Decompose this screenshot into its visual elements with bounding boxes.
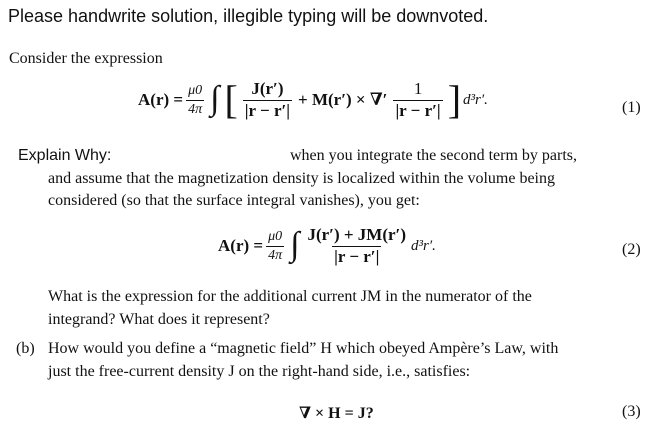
eq2-prefactor-den: 4π [268,247,283,263]
eq2-integrand-num: J(r′) + JM(r′) [307,225,406,244]
question-line-1: What is the expression for the additional current JM in the numerator of the [48,288,532,305]
explain-line-2: and assume that the magnetization density is localized within the volume being [48,170,555,187]
question-line-2: integrand? What does it represent? [48,311,270,328]
integral-sign: ∫ [210,80,220,118]
eq1-measure: d³r′. [463,91,488,108]
eq1-term2-num: 1 [413,79,423,98]
intro-text: Consider the expression [9,50,163,67]
eq2-measure: d³r′. [410,237,436,254]
eq2-integrand [305,226,408,266]
eq1-term1 [243,80,292,120]
eq1-prefactor-num: μ0 [188,83,203,99]
header-instruction: Please handwrite solution, illegible typing will be downvoted. [8,6,489,26]
part-b-label: (b) [16,340,35,357]
explain-label: Explain Why: [18,147,112,164]
eq1-lhs: A(r) = [138,90,184,110]
equation-2 [218,226,436,266]
eq1-m-cross-grad: + M(r′) × ∇′ [298,90,388,110]
eq1-term2-den: |r − r′| [395,100,441,120]
eq1-prefactor [186,83,204,117]
equation-2-number: (2) [622,241,641,258]
eq1-prefactor-den: 4π [188,101,203,117]
integral-sign: ∫ [290,226,300,264]
equation-3-number: (3) [622,403,641,420]
eq1-term1-den: |r − r′| [244,100,291,120]
equation-1 [138,77,488,123]
explain-line-3: considered (so that the surface integral vanishes), you get: [48,192,420,209]
explain-line-1: when you integrate the second term by parts, [290,147,578,164]
eq2-prefactor-num: μ0 [268,229,283,245]
part-b-line-2: just the free-current density J on the right-hand side, i.e., satisfies: [48,363,471,380]
right-bracket: ] [447,77,462,123]
equation-1-number: (1) [622,99,641,116]
left-bracket: [ [224,77,238,123]
eq2-integrand-den: |r − r′| [334,246,380,266]
part-b-line-1: How would you define a “magnetic field” H which obeyed Ampère’s Law, with [48,340,559,357]
eq2-lhs: A(r) = [218,236,264,256]
equation-3: ∇ × H = J? [299,405,374,422]
eq2-prefactor [266,229,284,263]
eq1-term2 [393,80,442,120]
eq1-term1-num: J(r′) [251,79,284,98]
